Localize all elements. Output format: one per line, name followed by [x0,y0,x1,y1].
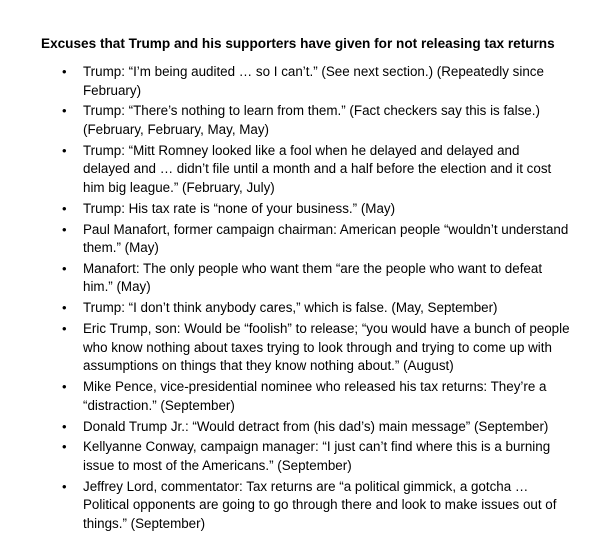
list-item-text: Trump: “I don’t think anybody cares,” which is false. (May, September) [83,300,498,316]
list-item [41,378,570,415]
excuses-list [41,63,570,533]
bullet-icon: • [62,221,67,237]
bullet-icon: • [62,418,67,434]
bullet-icon: • [62,200,67,216]
list-item [41,200,570,219]
bullet-icon: • [62,321,67,337]
list-item-text: Trump: His tax rate is “none of your business.” (May) [83,200,396,216]
bullet-icon: • [62,300,67,316]
list-item [41,320,570,376]
bullet-icon: • [62,260,67,276]
bullet-icon: • [62,379,67,395]
document-title: Excuses that Trump and his supporters have given for not releasing tax returns [41,36,555,51]
list-item [41,260,570,297]
bullet-icon: • [62,103,67,119]
list-item-text: Donald Trump Jr.: “Would detract from (his dad’s) main message” (September) [83,418,549,434]
list-item [41,142,570,198]
list-item-text: Kellyanne Conway, campaign manager: “I just can’t find where this is a burning issue to most of the Americans.” (September) [83,439,551,473]
list-item-text: Paul Manafort, former campaign chairman: American people “wouldn’t understand them.” (May) [83,221,569,256]
list-item-text: Jeffrey Lord, commentator: Tax returns are “a political gimmick, a gotcha … Political opponents are going to go through there and look to make issues out of things.” (September) [83,478,557,531]
list-item [41,221,570,258]
list-item [41,63,570,100]
list-item [41,102,570,139]
list-item-text: Trump: “There’s nothing to learn from them.” (Fact checkers say this is false.) (February, February, May, May) [83,103,540,137]
list-item-text: Mike Pence, vice-presidential nominee who released his tax returns: They’re a “distraction.” (September) [83,379,547,413]
list-item [41,438,570,475]
list-item-text: Trump: “Mitt Romney looked like a fool when he delayed and delayed and delayed and … didn’t file until a month and a half before the election and it cost him big league.” (February, July) [83,142,552,195]
bullet-icon: • [62,439,67,455]
bullet-icon: • [62,142,67,158]
bullet-icon: • [62,478,67,494]
list-item [41,299,570,318]
list-item-text: Eric Trump, son: Would be “foolish” to release; “you would have a bunch of people who know nothing about taxes trying to look through and trying to come up with assumptions on things that they know nothing about.” (August) [83,321,570,374]
list-item-text: Manafort: The only people who want them “are the people who want to defeat him.” (May) [83,260,543,295]
bullet-icon: • [62,64,67,79]
list-item [41,418,570,437]
list-item-text: Trump: “I’m being audited … so I can’t.” (See next section.) (Repeatedly since February) [83,64,544,98]
list-item [41,478,570,534]
